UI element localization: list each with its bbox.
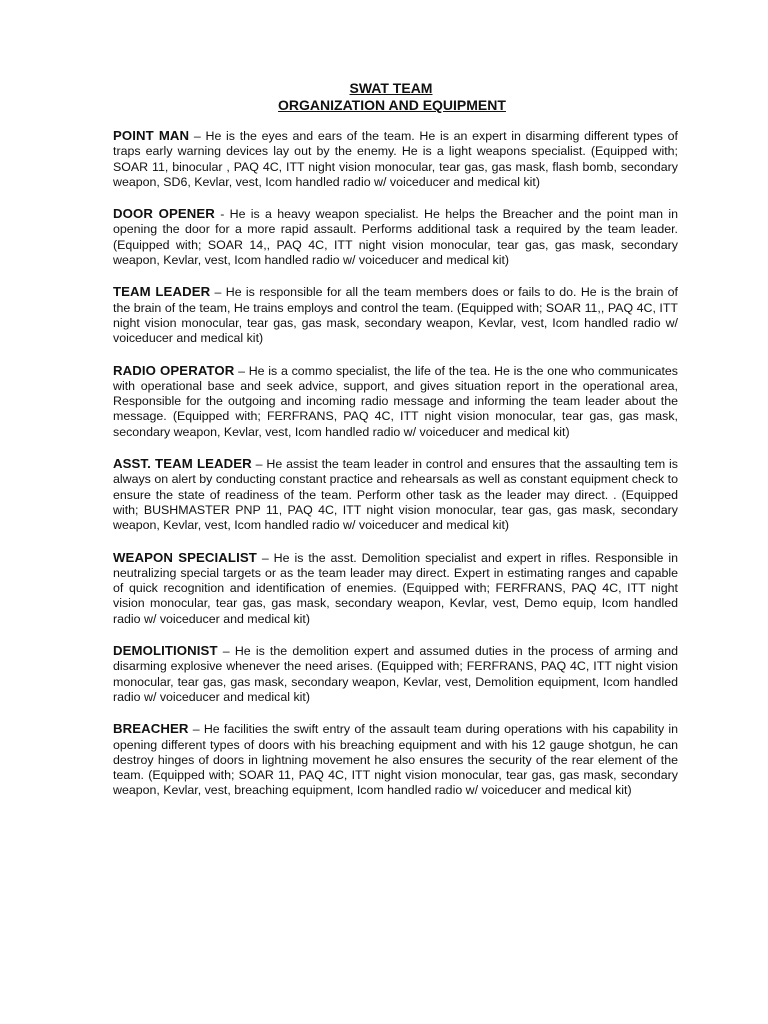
section-point-man [113,128,678,190]
section-team-leader [113,284,678,346]
section-text: – He is the demolition expert and assumed duties in the process of arming and disarming explosive whenever the need arises. (Equipped with; FERFRANS, PAQ 4C, ITT night vision monocular, tear gas, gas mask, secondary weapon, Kevlar, vest, Demolition equipment, Icom handled radio w/ voiceducer and medical kit) [113,644,678,704]
section-label: DOOR OPENER [113,206,215,222]
section-text: – He is the eyes and ears of the team. He is an expert in disarming different types of traps early warning devices lay out by the enemy. He is a light weapons specialist. (Equipped with; SOAR 11, binocular , PAQ 4C, ITT night vision monocular, tear gas, gas mask, flash bomb, secondary weapon, SD6, Kevlar, vest, Icom handled radio w/ voiceducer and medical kit) [113,129,678,189]
section-label: WEAPON SPECIALIST [113,549,257,565]
document-title: SWAT TEAM [349,80,433,96]
section-label: RADIO OPERATOR [113,362,235,378]
section-demolitionist [113,643,678,705]
section-label: ASST. TEAM LEADER [113,456,252,472]
section-text: - He is a heavy weapon specialist. He helps the Breacher and the point man in opening the door for a more rapid assault. Performs additional task a required by the team leader. (Equipped with; SOAR 14,, PAQ 4C, ITT night vision monocular, tear gas, gas mask, secondary weapon, Kevlar, vest, Icom handled radio w/ voiceducer and medical kit) [113,207,678,268]
section-text: – He is the asst. Demolition specialist and expert in rifles. Responsible in neutralizing special targets or as the team leader may direct. Expert in estimating ranges and capable of quick recognition and identification of enemies. (Equipped with; FERFRANS, PAQ 4C, ITT night vision monocular, tear gas, gas mask, secondary weapon, Kevlar, vest, Demo equip, Icom handled radio w/ voiceducer and medical kit) [113,550,678,626]
section-text: – He assist the team leader in control and ensures that the assaulting tem is always on alert by conducting constant practice and rehearsals as well as constant equipment check to ensure the state of readiness of the team. Perform other task as the leader may direct. . (Equipped with; BUSHMASTER PNP 11, PAQ 4C, ITT night vision monocular, tear gas, gas mask, secondary weapon, Kevlar, vest, Icom handled radio w/ voiceducer and medical kit) [113,457,678,533]
section-label: BREACHER [113,721,189,737]
section-text: – He is responsible for all the team members does or fails to do. He is the brain of the brain of the team, He trains employs and control the team. (Equipped with; SOAR 11,, PAQ 4C, ITT night vision monocular, tear gas, gas mask, secondary weapon, Kevlar, vest, Icom handled radio w/ voiceducer and medical kit) [113,285,679,346]
section-text: – He facilities the swift entry of the assault team during operations with his capability in opening different types of doors with his breaching equipment and with his 12 gauge shotgun, he can destroy hinges of doors in lightning movement he also ensures the security of the rear element of the team. (Equipped with; SOAR 11, PAQ 4C, ITT night vision monocular, tear gas, gas mask, secondary weapon, Kevlar, vest, breaching equipment, Icom handled radio w/ voiceducer and medical kit) [113,722,678,798]
section-breacher [113,721,678,798]
section-label: DEMOLITIONIST [113,643,218,659]
title-block [0,80,768,114]
section-text: – He is a commo specialist, the life of the tea. He is the one who communicates with operational base and seek advice, support, and gives situation report in the operational area, Responsible for the outgoing and incoming radio message and informing the team leader about the message. (Equipped with; FERFRANS, PAQ 4C, ITT night vision monocular, tear gas, gas mask, secondary weapon, Kevlar, vest, Icom handled radio w/ voiceducer and medical kit) [113,363,679,439]
section-weapon-specialist [113,550,678,627]
section-radio-operator [113,363,678,440]
role-sections [113,128,678,815]
section-label: POINT MAN [113,128,190,143]
document-subtitle: ORGANIZATION AND EQUIPMENT [278,97,506,113]
section-label: TEAM LEADER [113,284,211,300]
section-asst-team-leader [113,456,678,533]
section-door-opener [113,206,678,268]
